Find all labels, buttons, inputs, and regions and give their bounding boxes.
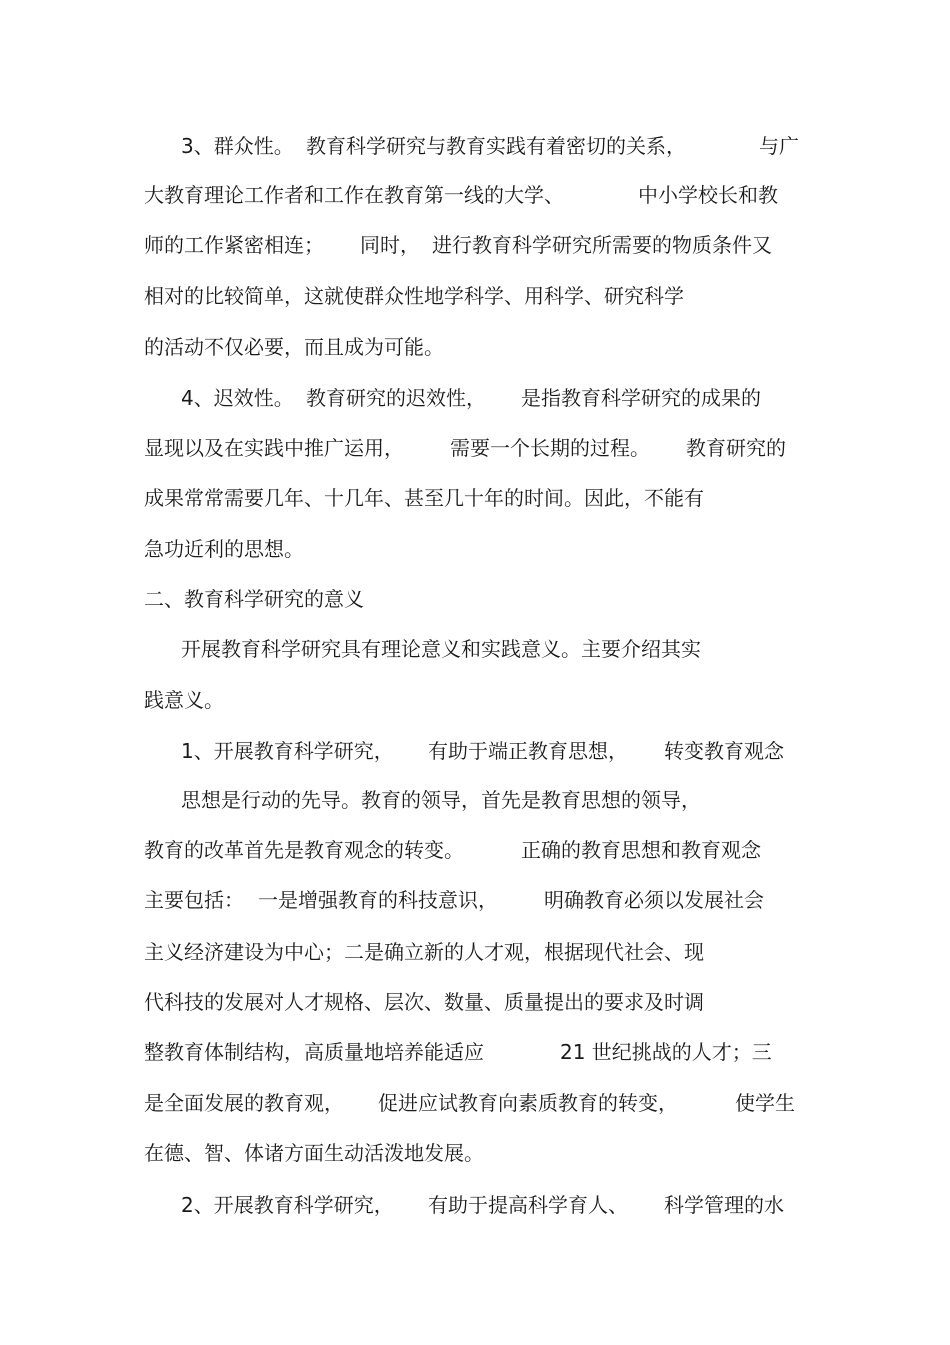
text-line (0, 785, 950, 815)
text-line (0, 433, 950, 463)
text-line (0, 230, 950, 260)
text-segment: 转变教育观念 (664, 739, 784, 763)
text-segment: 教育研究的迟效性， (306, 386, 486, 410)
text-line (0, 1138, 950, 1168)
text-line (0, 835, 950, 865)
text-line (0, 180, 950, 210)
text-line (0, 736, 950, 766)
text-line (0, 1088, 950, 1118)
text-segment: 在德、智、体诸方面生动活泼地发展。 (144, 1141, 484, 1165)
text-line (0, 987, 950, 1017)
text-segment: 与广 (759, 134, 799, 158)
text-segment: 4、迟效性。 (181, 386, 294, 410)
text-segment: 是全面发展的教育观， (144, 1091, 344, 1115)
text-line (0, 281, 950, 311)
text-segment: 使学生 (735, 1091, 795, 1115)
text-segment: 有助于端正教育思想， (428, 739, 628, 763)
text-segment: 3、群众性。 (181, 134, 294, 158)
text-segment: 大教育理论工作者和工作在教育第一线的大学、 (144, 183, 564, 207)
text-line (0, 685, 950, 715)
text-segment: 二、教育科学研究的意义 (144, 587, 364, 611)
text-line (0, 937, 950, 967)
text-segment: 的活动不仅必要，而且成为可能。 (144, 335, 444, 359)
text-segment: 一是增强教育的科技意识， (258, 888, 498, 912)
text-segment: 主义经济建设为中心；二是确立新的人才观，根据现代社会、现 (144, 940, 704, 964)
text-segment: 有助于提高科学育人、 (428, 1193, 628, 1217)
text-segment: 2、开展教育科学研究， (181, 1193, 394, 1217)
text-line (0, 1190, 950, 1220)
text-segment: 开展教育科学研究具有理论意义和实践意义。主要介绍其实 (181, 637, 701, 661)
text-segment: 成果常常需要几年、十几年、甚至几十年的时间。因此，不能有 (144, 486, 704, 510)
text-segment: 进行教育科学研究所需要的物质条件又 (432, 233, 772, 257)
text-segment: 中小学校长和教 (638, 183, 778, 207)
text-segment: 显现以及在实践中推广运用， (144, 436, 404, 460)
text-segment: 主要包括： (144, 888, 244, 912)
text-line (0, 1037, 950, 1067)
text-line (0, 332, 950, 362)
text-segment: 急功近利的思想。 (144, 537, 304, 561)
text-segment: 明确教育必须以发展社会 (544, 888, 764, 912)
text-segment: 促进应试教育向素质教育的转变， (378, 1091, 678, 1115)
text-segment: 师的工作紧密相连； (144, 233, 324, 257)
text-segment: 代科技的发展对人才规格、层次、数量、质量提出的要求及时调 (144, 990, 704, 1014)
text-line (0, 131, 950, 161)
text-line (0, 483, 950, 513)
text-segment: 是指教育科学研究的成果的 (521, 386, 761, 410)
text-segment: 21 世纪挑战的人才；三 (560, 1040, 772, 1064)
text-segment: 教育研究的 (686, 436, 786, 460)
section-heading (0, 584, 950, 614)
text-segment: 需要一个长期的过程。 (450, 436, 650, 460)
text-line (0, 534, 950, 564)
text-segment: 同时， (360, 233, 420, 257)
text-segment: 践意义。 (144, 688, 224, 712)
text-line (0, 634, 950, 664)
text-segment: 1、开展教育科学研究， (181, 739, 394, 763)
text-segment: 教育科学研究与教育实践有着密切的关系， (306, 134, 686, 158)
text-line (0, 885, 950, 915)
text-segment: 教育的改革首先是教育观念的转变。 (144, 838, 464, 862)
text-segment: 正确的教育思想和教育观念 (521, 838, 761, 862)
text-segment: 相对的比较简单，这就使群众性地学科学、用科学、研究科学 (144, 284, 684, 308)
text-segment: 科学管理的水 (664, 1193, 784, 1217)
text-line (0, 383, 950, 413)
text-segment: 思想是行动的先导。教育的领导，首先是教育思想的领导， (181, 788, 701, 812)
text-segment: 整教育体制结构，高质量地培养能适应 (144, 1040, 484, 1064)
